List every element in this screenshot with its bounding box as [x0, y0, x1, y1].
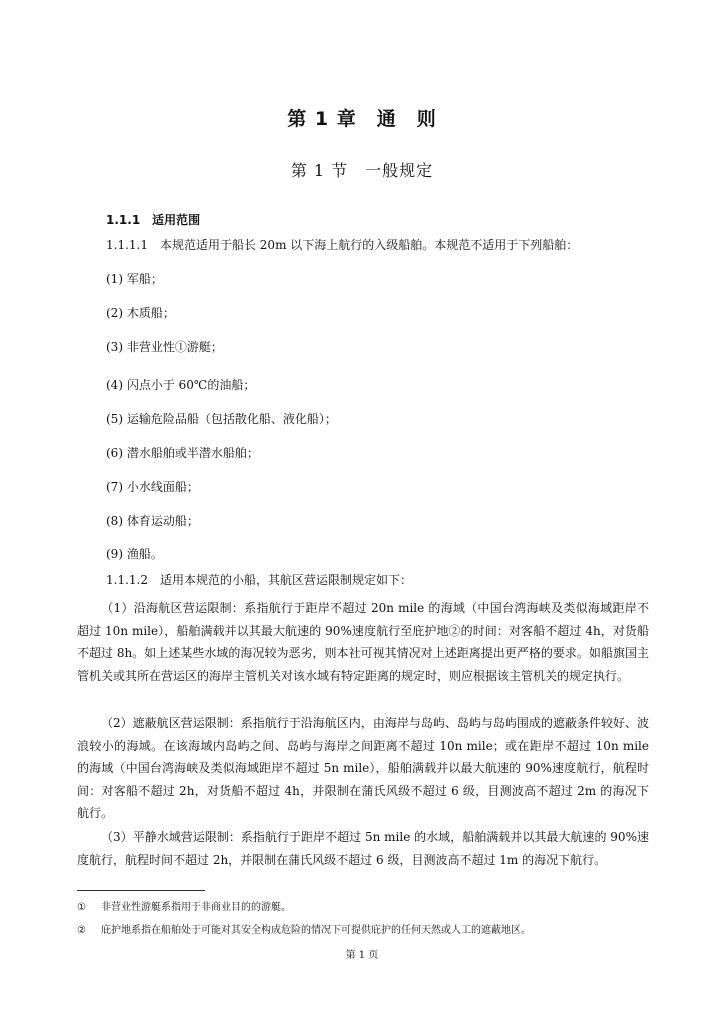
footnote-mark: ② [77, 925, 86, 936]
paragraph-text: （3）平静水域营运限制：系指航行于距岸不超过 5n mile 的水域，船舶满载并以其最大航速的 90%速度航行，航程时间不超过 2h，并限制在蒲氏风级不超过 6 级，目测波高不超过 1m 的海况下航行。 [77, 830, 649, 867]
list-item: (9) 渔船。 [106, 547, 163, 561]
subsection-heading: 1.1.1 适用范围 [106, 213, 201, 227]
list-item: (6) 潜水船舶或半潜水船舶； [106, 446, 259, 460]
list-item: (8) 体育运动船； [106, 514, 199, 528]
list-item: (3) 非营业性①游艇； [106, 340, 223, 354]
section-title: 第 1 节 一般规定 [290, 161, 434, 180]
clause-1-1-1-2: 1.1.1.2 适用本规范的小船，其航区营运限制规定如下： [106, 573, 412, 587]
list-item: (2) 木质船； [106, 306, 175, 320]
list-item: (4) 闪点小于 60℃的油船； [106, 378, 256, 392]
footnote-text: 非营业性游艇系指用于非商业目的的游艇。 [101, 902, 291, 913]
footnote-mark: ① [77, 902, 86, 913]
footnote-1 [77, 898, 291, 913]
list-item: (5) 运输危险品船（包括散化船、液化船）； [106, 412, 337, 426]
paragraph-text: （2）遮蔽航区营运限制：系指航行于沿海航区内，由海岸与岛屿、岛屿与岛屿围成的遮蔽条件较好、波浪较小的海域。在该海域内岛屿之间、岛屿与海岸之间距离不超过 10n mile；或在距岸不超过 10n mile 的海域（中国台湾海峡及类似海域距岸不超过 5n mile），船舶满载并以最大航速的 90%速度航行，航程时间：对客船不超过 2h，对货船不超过 4h，并限制在蒲氏风级不超过 6 级，目测波高不超过 2m 的海况下航行。 [77, 716, 649, 820]
paragraph-calm-water [77, 826, 649, 871]
paragraph-sheltered [77, 712, 649, 825]
page-number: 第 1 页 [345, 950, 379, 961]
footnote-2 [77, 921, 531, 936]
footnote-divider [77, 890, 205, 891]
chapter-title: 第 1 章 通 则 [287, 108, 437, 130]
paragraph-coastal [77, 597, 649, 687]
list-item: (1) 军船； [106, 272, 163, 286]
paragraph-text: （1）沿海航区营运限制：系指航行于距岸不超过 20n mile 的海域（中国台湾海峡及类似海域距岸不超过 10n mile），船舶满载并以其最大航速的 90%速度航行至庇护地②的时间：对客船不超过 4h，对货船不超过 8h。如上述某些水域的海况较为恶劣，则本社可视其情况对上述距离提出更严格的要求。如船旗国主管机关或其所在营运区的海岸主管机关对该水域有特定距离的规定时，则应根据该主管机关的规定执行。 [77, 601, 649, 683]
list-item: (7) 小水线面船； [106, 480, 199, 494]
clause-1-1-1-1: 1.1.1.1 本规范适用于船长 20m 以下海上航行的入级船舶。本规范不适用于下列船舶： [106, 238, 579, 252]
footnote-text: 庇护地系指在船舶处于可能对其安全构成危险的情况下可提供庇护的任何天然或人工的遮蔽地区。 [101, 925, 531, 936]
